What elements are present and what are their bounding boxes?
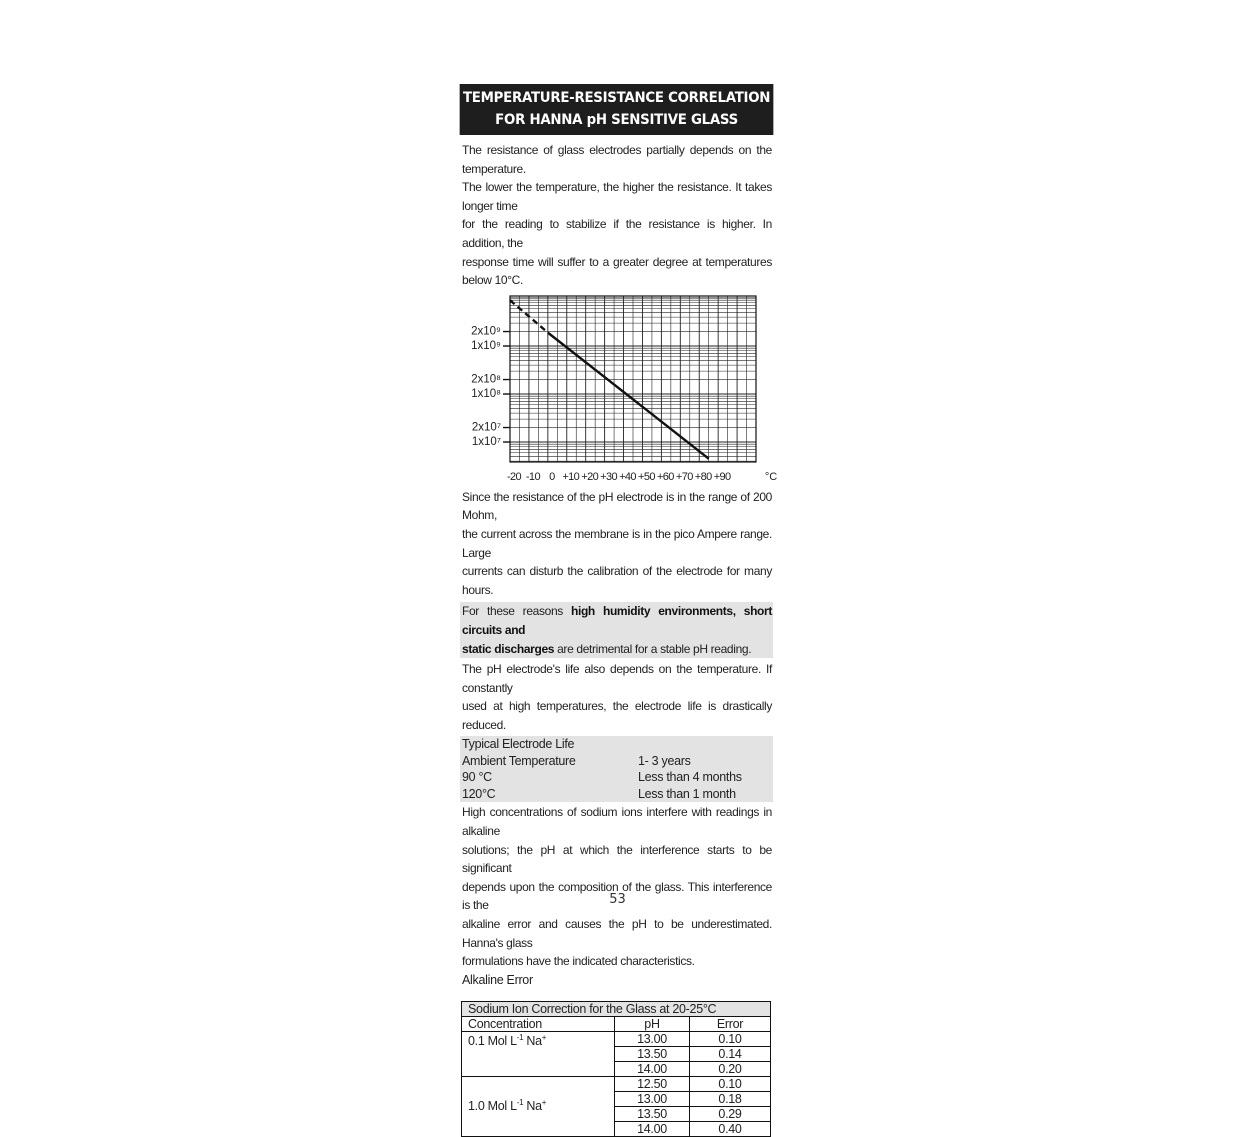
error-cell: 0.29 [690, 1106, 771, 1121]
manual-page [460, 84, 778, 1137]
error-cell: 0.10 [690, 1076, 771, 1091]
x-tick-label: +60 [656, 470, 674, 483]
temperature-cell: 90 °C [462, 770, 492, 785]
text-line: solutions; the pH at which the interference starts to be significant [462, 842, 772, 876]
error-cell: 0.18 [690, 1091, 771, 1106]
electrode-life-heading: Typical Electrode Life [462, 737, 575, 752]
error-cell: 0.14 [690, 1046, 771, 1061]
ph-cell: 14.00 [615, 1121, 690, 1136]
header-ph: pH [615, 1016, 690, 1031]
life-cell: Less than 1 month [638, 786, 736, 801]
table-row [460, 786, 773, 803]
ph-cell: 12.50 [615, 1076, 690, 1091]
text-line: response time will suffer to a greater degree at temperatures below 10°C. [462, 254, 772, 288]
x-tick-label: +70 [675, 470, 693, 483]
text-line: depends upon the composition of the glass. This interference is the [462, 879, 772, 913]
table-row [460, 753, 773, 770]
ph-cell: 13.50 [615, 1106, 690, 1121]
ph-cell: 13.50 [615, 1046, 690, 1061]
text-line: for the reading to stabilize if the resistance is higher. In addition, the [462, 217, 772, 250]
intro-paragraph [460, 141, 773, 290]
text-line: High concentrations of sodium ions interfere with readings in alkaline [462, 805, 772, 839]
x-tick-label: +40 [619, 470, 636, 483]
error-cell: 0.10 [690, 1031, 771, 1046]
table-row [462, 1031, 771, 1046]
sodium-correction-table [461, 1001, 771, 1137]
table-row [462, 1076, 771, 1091]
x-tick-label: 0 [549, 470, 555, 483]
alkaline-error-label: Alkaline Error [462, 972, 533, 987]
x-tick-label: +50 [638, 470, 655, 483]
text-line: The pH electrode's life also depends on the temperature. If constantly [462, 662, 772, 695]
x-tick-label: +10 [562, 470, 580, 483]
x-tick-label: +80 [694, 470, 712, 483]
x-tick-label: +20 [581, 470, 599, 483]
x-tick-label: -20 [506, 470, 522, 483]
y-tick-label: 1x10⁹ [471, 339, 501, 352]
text-line: alkaline error and causes the pH to be underestimated. Hanna's glass [462, 917, 772, 950]
x-tick-label: +90 [713, 470, 731, 483]
error-cell: 0.40 [690, 1121, 771, 1136]
y-tick-label: 2x10⁷ [471, 421, 501, 434]
concentration-cell-1-0: 1.0 Mol $L^{-1}$ Na+ [462, 1076, 615, 1136]
warning-bold-1: high humidity environments, short circuits and [462, 604, 773, 637]
page-number: 53 [609, 892, 626, 907]
y-tick-label: 2x10⁹ [471, 325, 501, 338]
warning-prefix: For these reasons [462, 604, 571, 619]
temperature-resistance-chart [460, 293, 778, 489]
warning-suffix: are detrimental for a stable pH reading. [554, 641, 752, 656]
concentration-cell-0-1: 0.1 Mol $L^{-1}$ Na+ [462, 1031, 615, 1076]
sodium-paragraph [460, 803, 773, 970]
title-line-1: TEMPERATURE-RESISTANCE CORRELATION [462, 90, 771, 106]
ph-cell: 14.00 [615, 1061, 690, 1076]
life-cell: 1- 3 years [638, 753, 691, 768]
header-error: Error [690, 1016, 771, 1031]
header-concentration: Concentration [462, 1016, 615, 1031]
ph-cell: 13.00 [615, 1091, 690, 1106]
electrode-life-box [460, 736, 773, 802]
table-row [460, 769, 773, 786]
text-line: The lower the temperature, the higher the resistance. It takes longer time [462, 180, 772, 213]
x-unit-label: °C [764, 470, 778, 483]
current-paragraph [460, 488, 773, 600]
title-line-2: FOR HANNA pH SENSITIVE GLASS [495, 112, 738, 128]
temperature-cell: Ambient Temperature [462, 753, 576, 768]
y-tick-label: 1x10⁷ [471, 435, 501, 448]
electrode-life-table [460, 736, 773, 802]
warning-paragraph [460, 602, 773, 658]
text-line: used at high temperatures, the electrode life is drastically reduced. [462, 699, 772, 732]
y-tick-label: 1x10⁸ [471, 387, 501, 400]
text-line: formulations have the indicated characteristics. [462, 954, 695, 969]
life-cell: Less than 4 months [638, 770, 742, 785]
life-paragraph [460, 660, 773, 734]
text-line: the current across the membrane is in the pico Ampere range. Large [462, 526, 772, 560]
temperature-cell: 120°C [462, 786, 496, 801]
section-title [460, 84, 774, 135]
text-line: Since the resistance of the pH electrode is in the range of 200 Mohm, [462, 489, 772, 523]
ph-cell: 13.00 [615, 1031, 690, 1046]
x-tick-label: +30 [600, 470, 618, 483]
series-line-solid [548, 332, 709, 458]
error-cell: 0.20 [690, 1061, 771, 1076]
table-caption: Sodium Ion Correction for the Glass at 20-25°C [462, 1001, 771, 1016]
x-tick-label: -10 [525, 470, 540, 483]
y-tick-label: 2x10⁸ [471, 373, 501, 386]
text-line: currents can disturb the calibration of the electrode for many hours. [462, 564, 772, 597]
text-line: The resistance of glass electrodes partially depends on the temperature. [462, 143, 772, 176]
warning-bold-2: static discharges [462, 641, 555, 656]
